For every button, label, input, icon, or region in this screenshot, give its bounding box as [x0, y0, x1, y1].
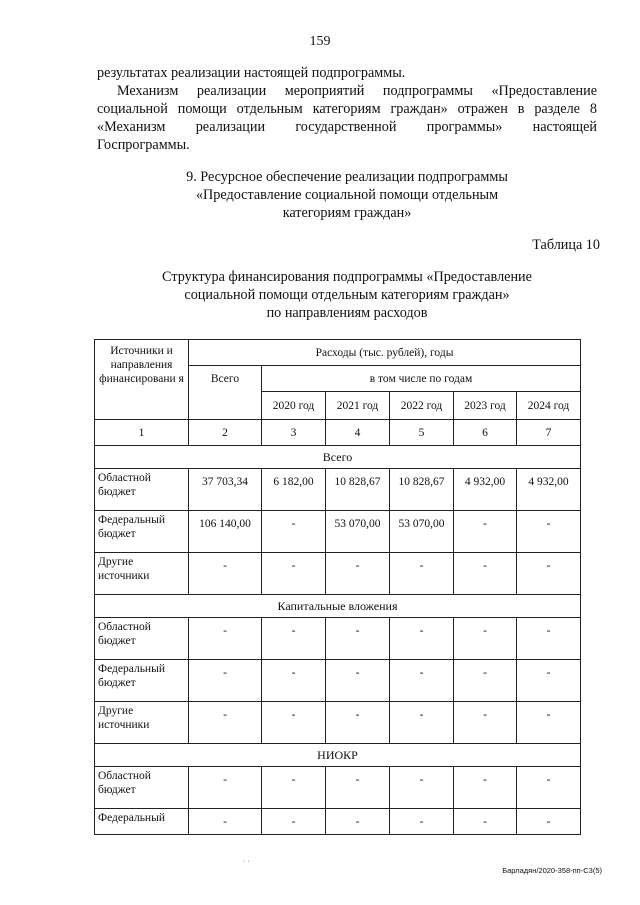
cell-value: - [189, 618, 262, 660]
column-number: 3 [262, 420, 326, 446]
cell-value: - [189, 660, 262, 702]
cell-value: 106 140,00 [189, 511, 262, 553]
column-number: 5 [390, 420, 454, 446]
section-heading [97, 168, 597, 222]
cell-value: - [326, 767, 390, 809]
row-source: Федеральный бюджет [95, 660, 189, 702]
cell-value: - [454, 660, 517, 702]
cell-value: - [390, 767, 454, 809]
cell-value: 6 182,00 [262, 469, 326, 511]
column-number-row [95, 420, 581, 446]
column-number: 1 [95, 420, 189, 446]
cell-value: - [189, 809, 262, 835]
cell-value: 10 828,67 [326, 469, 390, 511]
table-row [95, 809, 581, 835]
row-source: Областной бюджет [95, 469, 189, 511]
header-year: 2024 год [517, 392, 581, 420]
cell-value: 37 703,34 [189, 469, 262, 511]
cell-value: - [189, 767, 262, 809]
header-by-year: в том числе по годам [262, 366, 581, 392]
paragraph-line: Госпрограммы. [97, 137, 190, 153]
cell-value: - [517, 660, 581, 702]
header-total: Всего [189, 366, 262, 420]
cell-value: - [517, 809, 581, 835]
cell-value: - [454, 767, 517, 809]
cell-value: - [326, 553, 390, 595]
table-title [97, 268, 597, 322]
cell-value: 10 828,67 [390, 469, 454, 511]
paragraph-continuation: результатах реализации настоящей подпрограммы. [97, 65, 406, 81]
cell-value: - [262, 553, 326, 595]
cell-value: 4 932,00 [454, 469, 517, 511]
row-source: Федеральный [95, 809, 189, 835]
header-year: 2023 год [454, 392, 517, 420]
row-source: Другие источники [95, 553, 189, 595]
cell-value: 53 070,00 [390, 511, 454, 553]
header-year: 2022 год [390, 392, 454, 420]
row-source: Областной бюджет [95, 767, 189, 809]
table-row [95, 660, 581, 702]
cell-value: - [326, 618, 390, 660]
cell-value: - [262, 702, 326, 744]
paragraph-line: «Механизм реализации государственной программы» настоящей [97, 119, 597, 135]
cell-value: - [390, 809, 454, 835]
header-expenses: Расходы (тыс. рублей), годы [189, 340, 581, 366]
cell-value: - [189, 553, 262, 595]
cell-value: - [262, 618, 326, 660]
cell-value: - [454, 553, 517, 595]
cell-value: - [517, 511, 581, 553]
table-row [95, 553, 581, 595]
header-year: 2020 год [262, 392, 326, 420]
table-title-line: социальной помощи отдельным категориям граждан» [184, 287, 510, 303]
table-row [95, 618, 581, 660]
column-number: 2 [189, 420, 262, 446]
section-title-capital: Капитальные вложения [95, 595, 581, 618]
table-row [95, 702, 581, 744]
page-number: 159 [309, 34, 331, 49]
section-title-total: Всего [95, 446, 581, 469]
cell-value: - [517, 553, 581, 595]
table-title-line: по направлениям расходов [266, 305, 428, 321]
row-source: Областной бюджет [95, 618, 189, 660]
cell-value: - [517, 702, 581, 744]
row-source: Другие источники [95, 702, 189, 744]
table-title-line: Структура финансирования подпрограммы «Предоставление [162, 269, 532, 285]
section-heading-line: «Предоставление социальной помощи отдельным [195, 187, 499, 203]
footer-document-code: Барладян/2020-358-пп-С3(5) [502, 866, 602, 875]
cell-value: - [454, 618, 517, 660]
paragraph-line: Механизм реализации мероприятий подпрограммы «Предоставление [117, 83, 597, 99]
column-number: 7 [517, 420, 581, 446]
section-heading-line: 9. Ресурсное обеспечение реализации подпрограммы [186, 169, 508, 185]
header-year: 2021 год [326, 392, 390, 420]
scan-dots: · · [243, 858, 250, 865]
paragraph-line: социальной помощи отдельным категориям граждан» отражен в разделе 8 [97, 101, 597, 117]
cell-value: - [390, 702, 454, 744]
cell-value: - [262, 660, 326, 702]
cell-value: - [454, 511, 517, 553]
cell-value: - [390, 618, 454, 660]
section-title-rnd: НИОКР [95, 744, 581, 767]
header-sources: Источники и направления финансировани я [95, 340, 189, 420]
table-row [95, 469, 581, 511]
cell-value: - [189, 702, 262, 744]
column-number: 6 [454, 420, 517, 446]
cell-value: - [262, 767, 326, 809]
cell-value: - [517, 767, 581, 809]
column-number: 4 [326, 420, 390, 446]
cell-value: - [390, 553, 454, 595]
financing-table [94, 339, 581, 835]
cell-value: - [326, 660, 390, 702]
row-source: Федеральный бюджет [95, 511, 189, 553]
section-heading-line: категориям граждан» [282, 205, 412, 221]
cell-value: - [517, 618, 581, 660]
cell-value: - [326, 702, 390, 744]
cell-value: 53 070,00 [326, 511, 390, 553]
cell-value: - [454, 702, 517, 744]
cell-value: - [454, 809, 517, 835]
cell-value: 4 932,00 [517, 469, 581, 511]
paragraph-mechanism [97, 82, 597, 154]
cell-value: - [326, 809, 390, 835]
cell-value: - [390, 660, 454, 702]
table-row [95, 767, 581, 809]
cell-value: - [262, 511, 326, 553]
table-label: Таблица 10 [532, 237, 600, 253]
table-row [95, 511, 581, 553]
cell-value: - [262, 809, 326, 835]
